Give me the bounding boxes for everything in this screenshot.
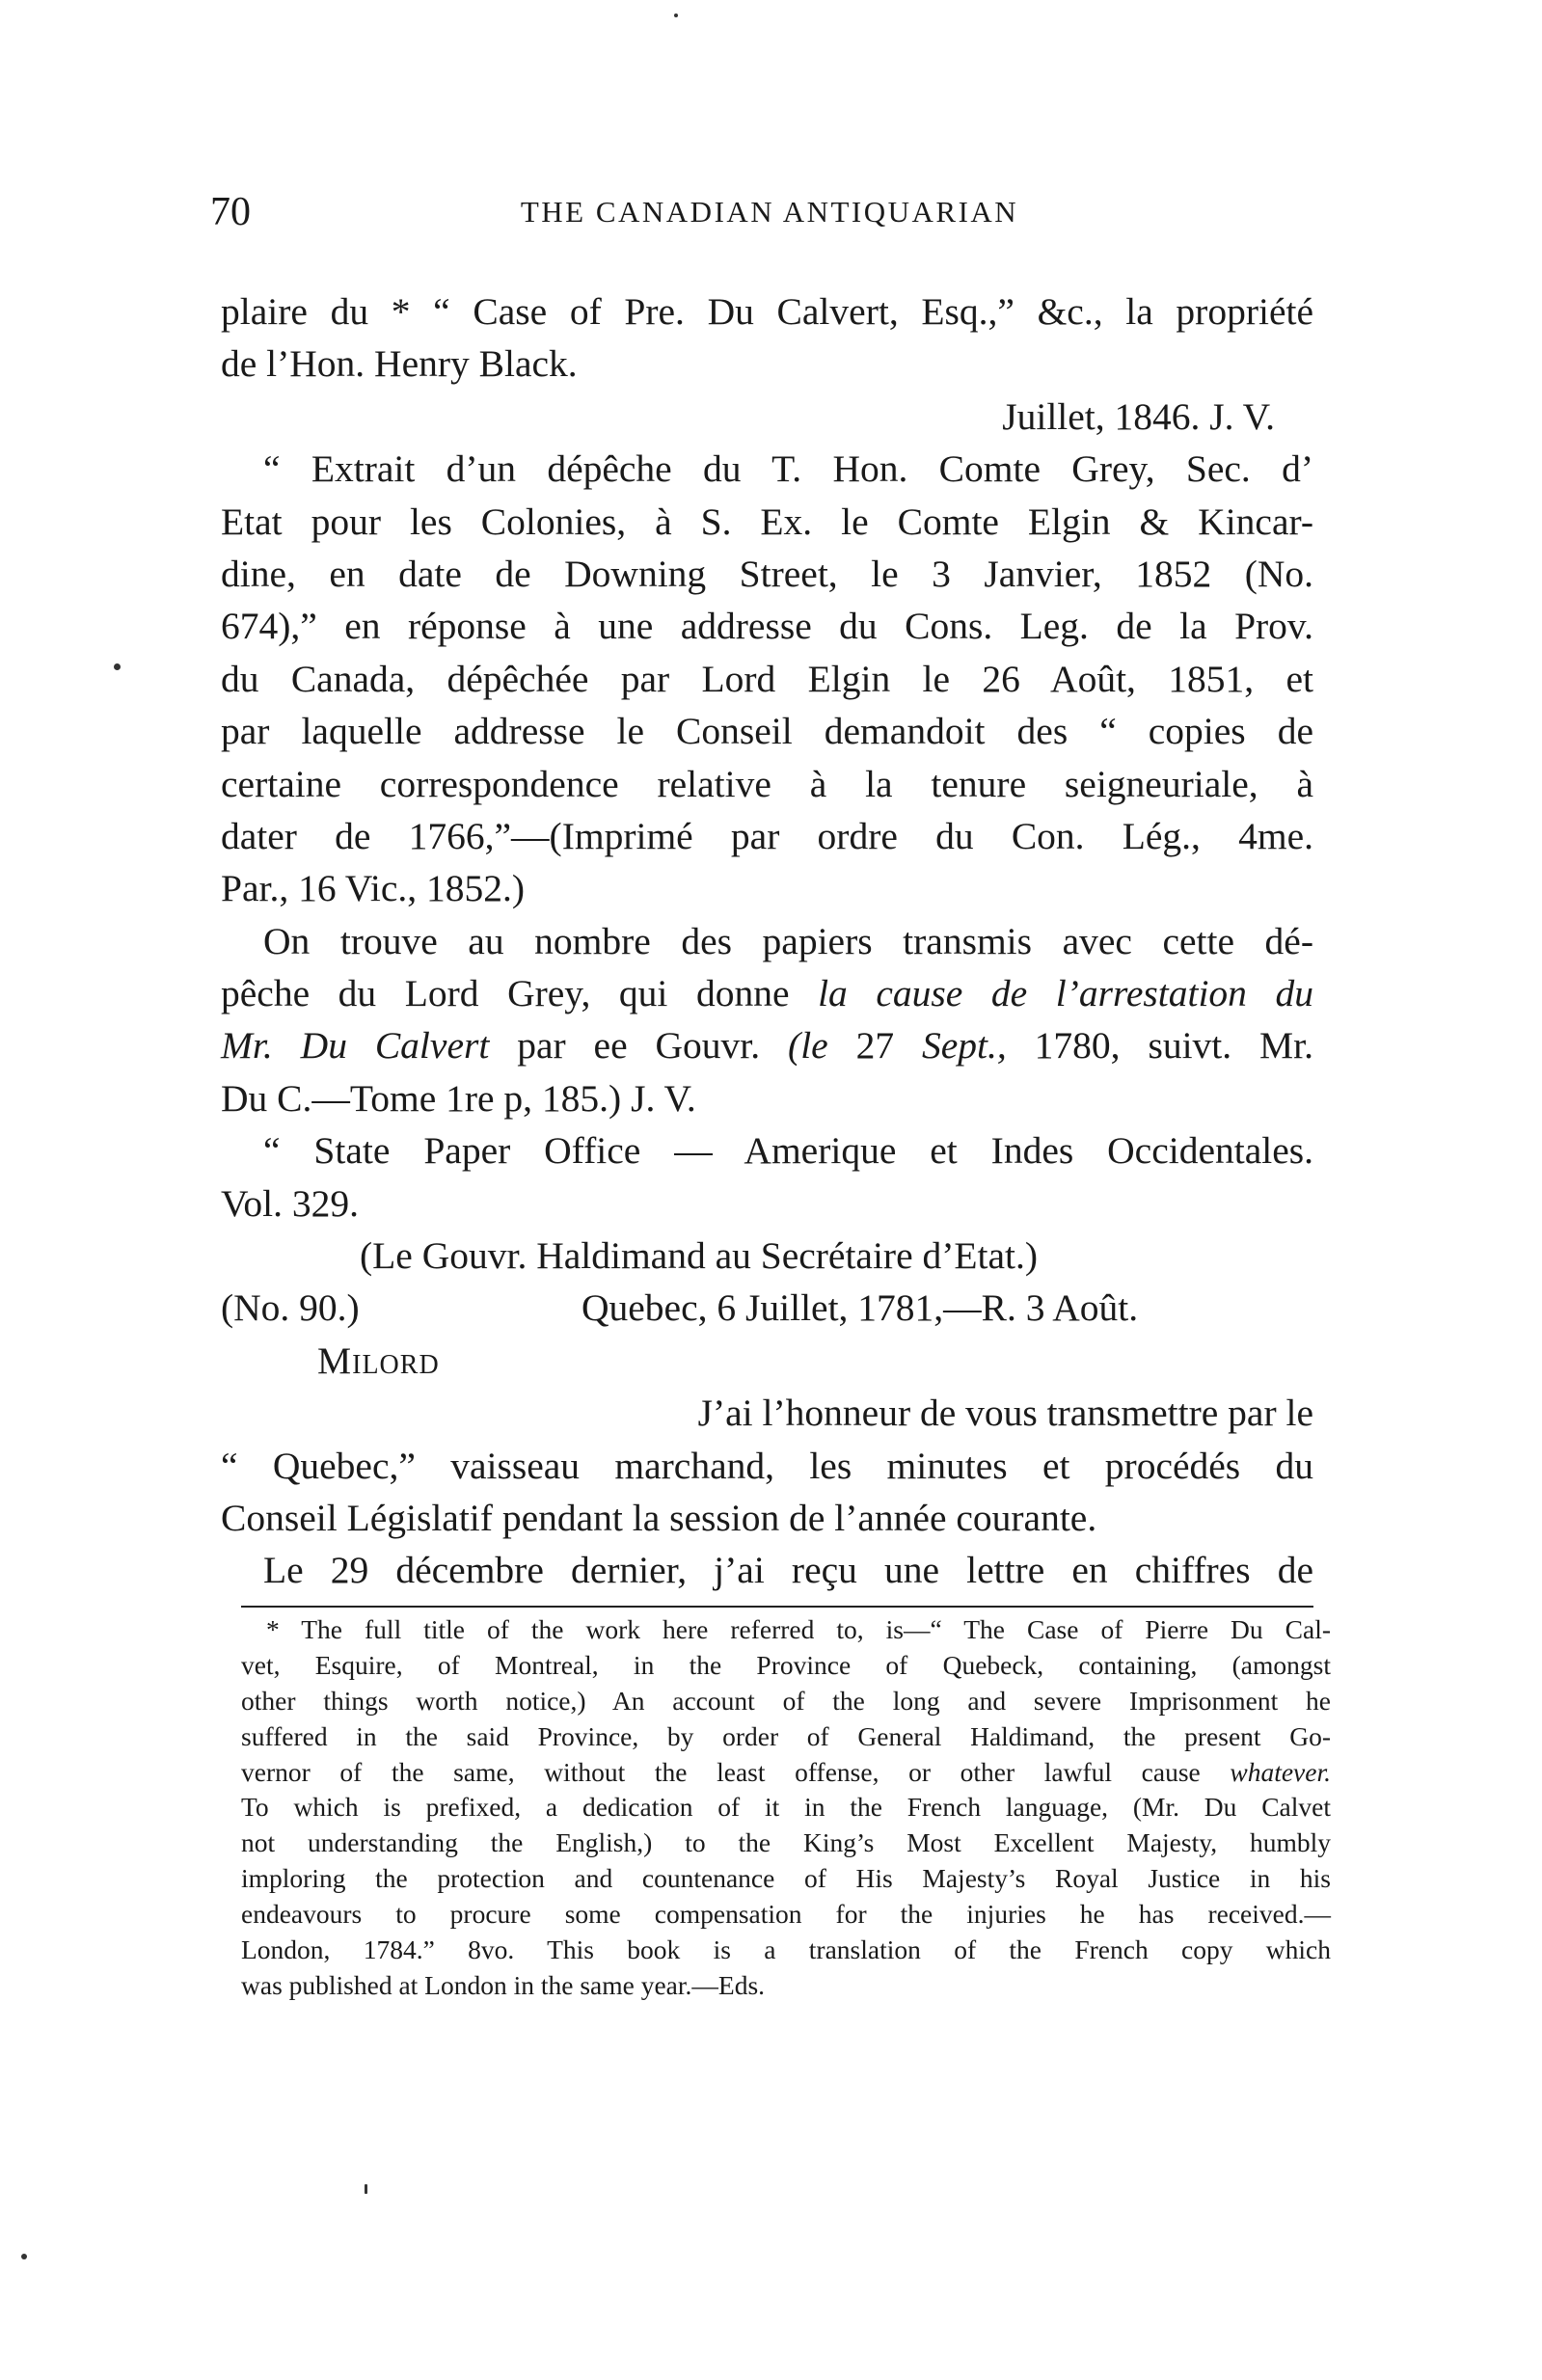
signature-line: Juillet, 1846. J. V. xyxy=(1002,394,1275,438)
italic-text: la cause de l’arrestation du xyxy=(818,972,1314,1015)
text-line: “ State Paper Office — Amerique et Indes Occidentales. xyxy=(263,1129,1313,1173)
text-line: Par., 16 Vic., 1852.) xyxy=(221,867,526,910)
footnote xyxy=(241,1612,1331,2004)
footnote-line: vet, Esquire, of Montreal, in the Province of Quebeck, containing, (amongst xyxy=(241,1649,1331,1680)
text-run: 1780, suivt. Mr. xyxy=(1006,1024,1314,1068)
text-run: vernor of the same, without the least offense, or other lawful cause xyxy=(241,1756,1231,1787)
text-line: plaire du * “ Case of Pre. Du Calvert, Esq.,” &c., la propriété xyxy=(221,290,1313,333)
footnote-line xyxy=(241,1755,1331,1791)
footnote-line: London, 1784.” 8vo. This book is a translation of the French copy which xyxy=(241,1934,1331,1965)
scan-speck xyxy=(674,14,678,17)
footnote-rule xyxy=(241,1606,1313,1608)
footnote-line: * The full title of the work here referred to, is—“ The Case of Pierre Du Cal- xyxy=(266,1614,1331,1644)
letter-dateline xyxy=(221,1282,1313,1334)
main-text xyxy=(221,285,1313,1597)
text-line: de l’Hon. Henry Black. xyxy=(221,342,578,386)
scan-speck xyxy=(114,663,121,670)
text-line: du Canada, dépêchée par Lord Elgin le 26 Août, 1851, et xyxy=(221,657,1313,700)
letter-heading: (Le Gouvr. Haldimand au Secrétaire d’Etat.) xyxy=(360,1234,1039,1278)
text-run: par ee Gouvr. xyxy=(489,1024,789,1068)
text-line: dine, en date de Downing Street, le 3 Janvier, 1852 (No. xyxy=(221,552,1313,595)
text-line xyxy=(221,967,1313,1019)
text-line: Le 29 décembre dernier, j’ai reçu une lettre en chiffres de xyxy=(263,1549,1313,1592)
text-line: certaine correspondence relative à la tenure seigneuriale, à xyxy=(221,762,1313,805)
footnote-line: was published at London in the same year.—Eds. xyxy=(241,1969,766,2000)
text-run: pêche du Lord Grey, qui donne xyxy=(221,972,819,1015)
text-line: J’ai l’honneur de vous transmettre par le xyxy=(697,1392,1313,1435)
text-line: Du C.—Tome 1re p, 185.) J. V. xyxy=(221,1076,696,1120)
italic-text: whatever. xyxy=(1230,1756,1331,1787)
scan-speck xyxy=(365,2184,367,2194)
text-line xyxy=(221,1019,1313,1071)
page-number: 70 xyxy=(210,190,251,234)
footnote-line: other things worth notice,) An account of the long and severe Imprisonment he xyxy=(241,1685,1331,1716)
running-title: THE CANADIAN ANTIQUARIAN xyxy=(520,195,1019,229)
italic-text: Mr. Du Calvert xyxy=(221,1024,490,1068)
footnote-line: To which is prefixed, a dedication of it in the French language, (Mr. Du Calvet xyxy=(241,1792,1331,1823)
text-line: Conseil Législatif pendant la session de l’année courante. xyxy=(221,1496,1097,1539)
footnote-line: suffered in the said Province, by order of General Haldimand, the present Go- xyxy=(241,1720,1331,1751)
footnote-line: imploring the protection and countenance of His Majesty’s Royal Justice in his xyxy=(241,1863,1331,1894)
text-line: “ Extrait d’un dépêche du T. Hon. Comte Grey, Sec. d’ xyxy=(263,447,1313,491)
scan-speck xyxy=(21,2254,27,2259)
letter-number: (No. 90.) xyxy=(221,1286,360,1330)
footnote-line: endeavours to procure some compensation for the injuries he has received.— xyxy=(241,1899,1331,1930)
text-run: 27 xyxy=(827,1024,923,1068)
letter-date: Quebec, 6 Juillet, 1781,—R. 3 Août. xyxy=(582,1286,1139,1330)
text-line: dater de 1766,”—(Imprimé par ordre du Con. Lég., 4me. xyxy=(221,814,1313,857)
text-line: Etat pour les Colonies, à S. Ex. le Comte Elgin & Kincar- xyxy=(221,500,1313,543)
page-header xyxy=(210,189,1329,247)
text-line: Vol. 329. xyxy=(221,1181,360,1225)
text-line: 674),” en réponse à une addresse du Cons. Leg. de la Prov. xyxy=(221,605,1313,648)
salutation: Milord xyxy=(317,1339,440,1382)
footnote-line: not understanding the English,) to the King’s Most Excellent Majesty, humbly xyxy=(241,1827,1331,1858)
italic-text: Sept., xyxy=(922,1024,1007,1068)
text-line: par laquelle addresse le Conseil demandoit des “ copies de xyxy=(221,710,1313,753)
text-line: On trouve au nombre des papiers transmis avec cette dé- xyxy=(263,919,1313,962)
italic-text: (le xyxy=(788,1024,828,1068)
text-line: “ Quebec,” vaisseau marchand, les minutes et procédés du xyxy=(221,1444,1313,1487)
